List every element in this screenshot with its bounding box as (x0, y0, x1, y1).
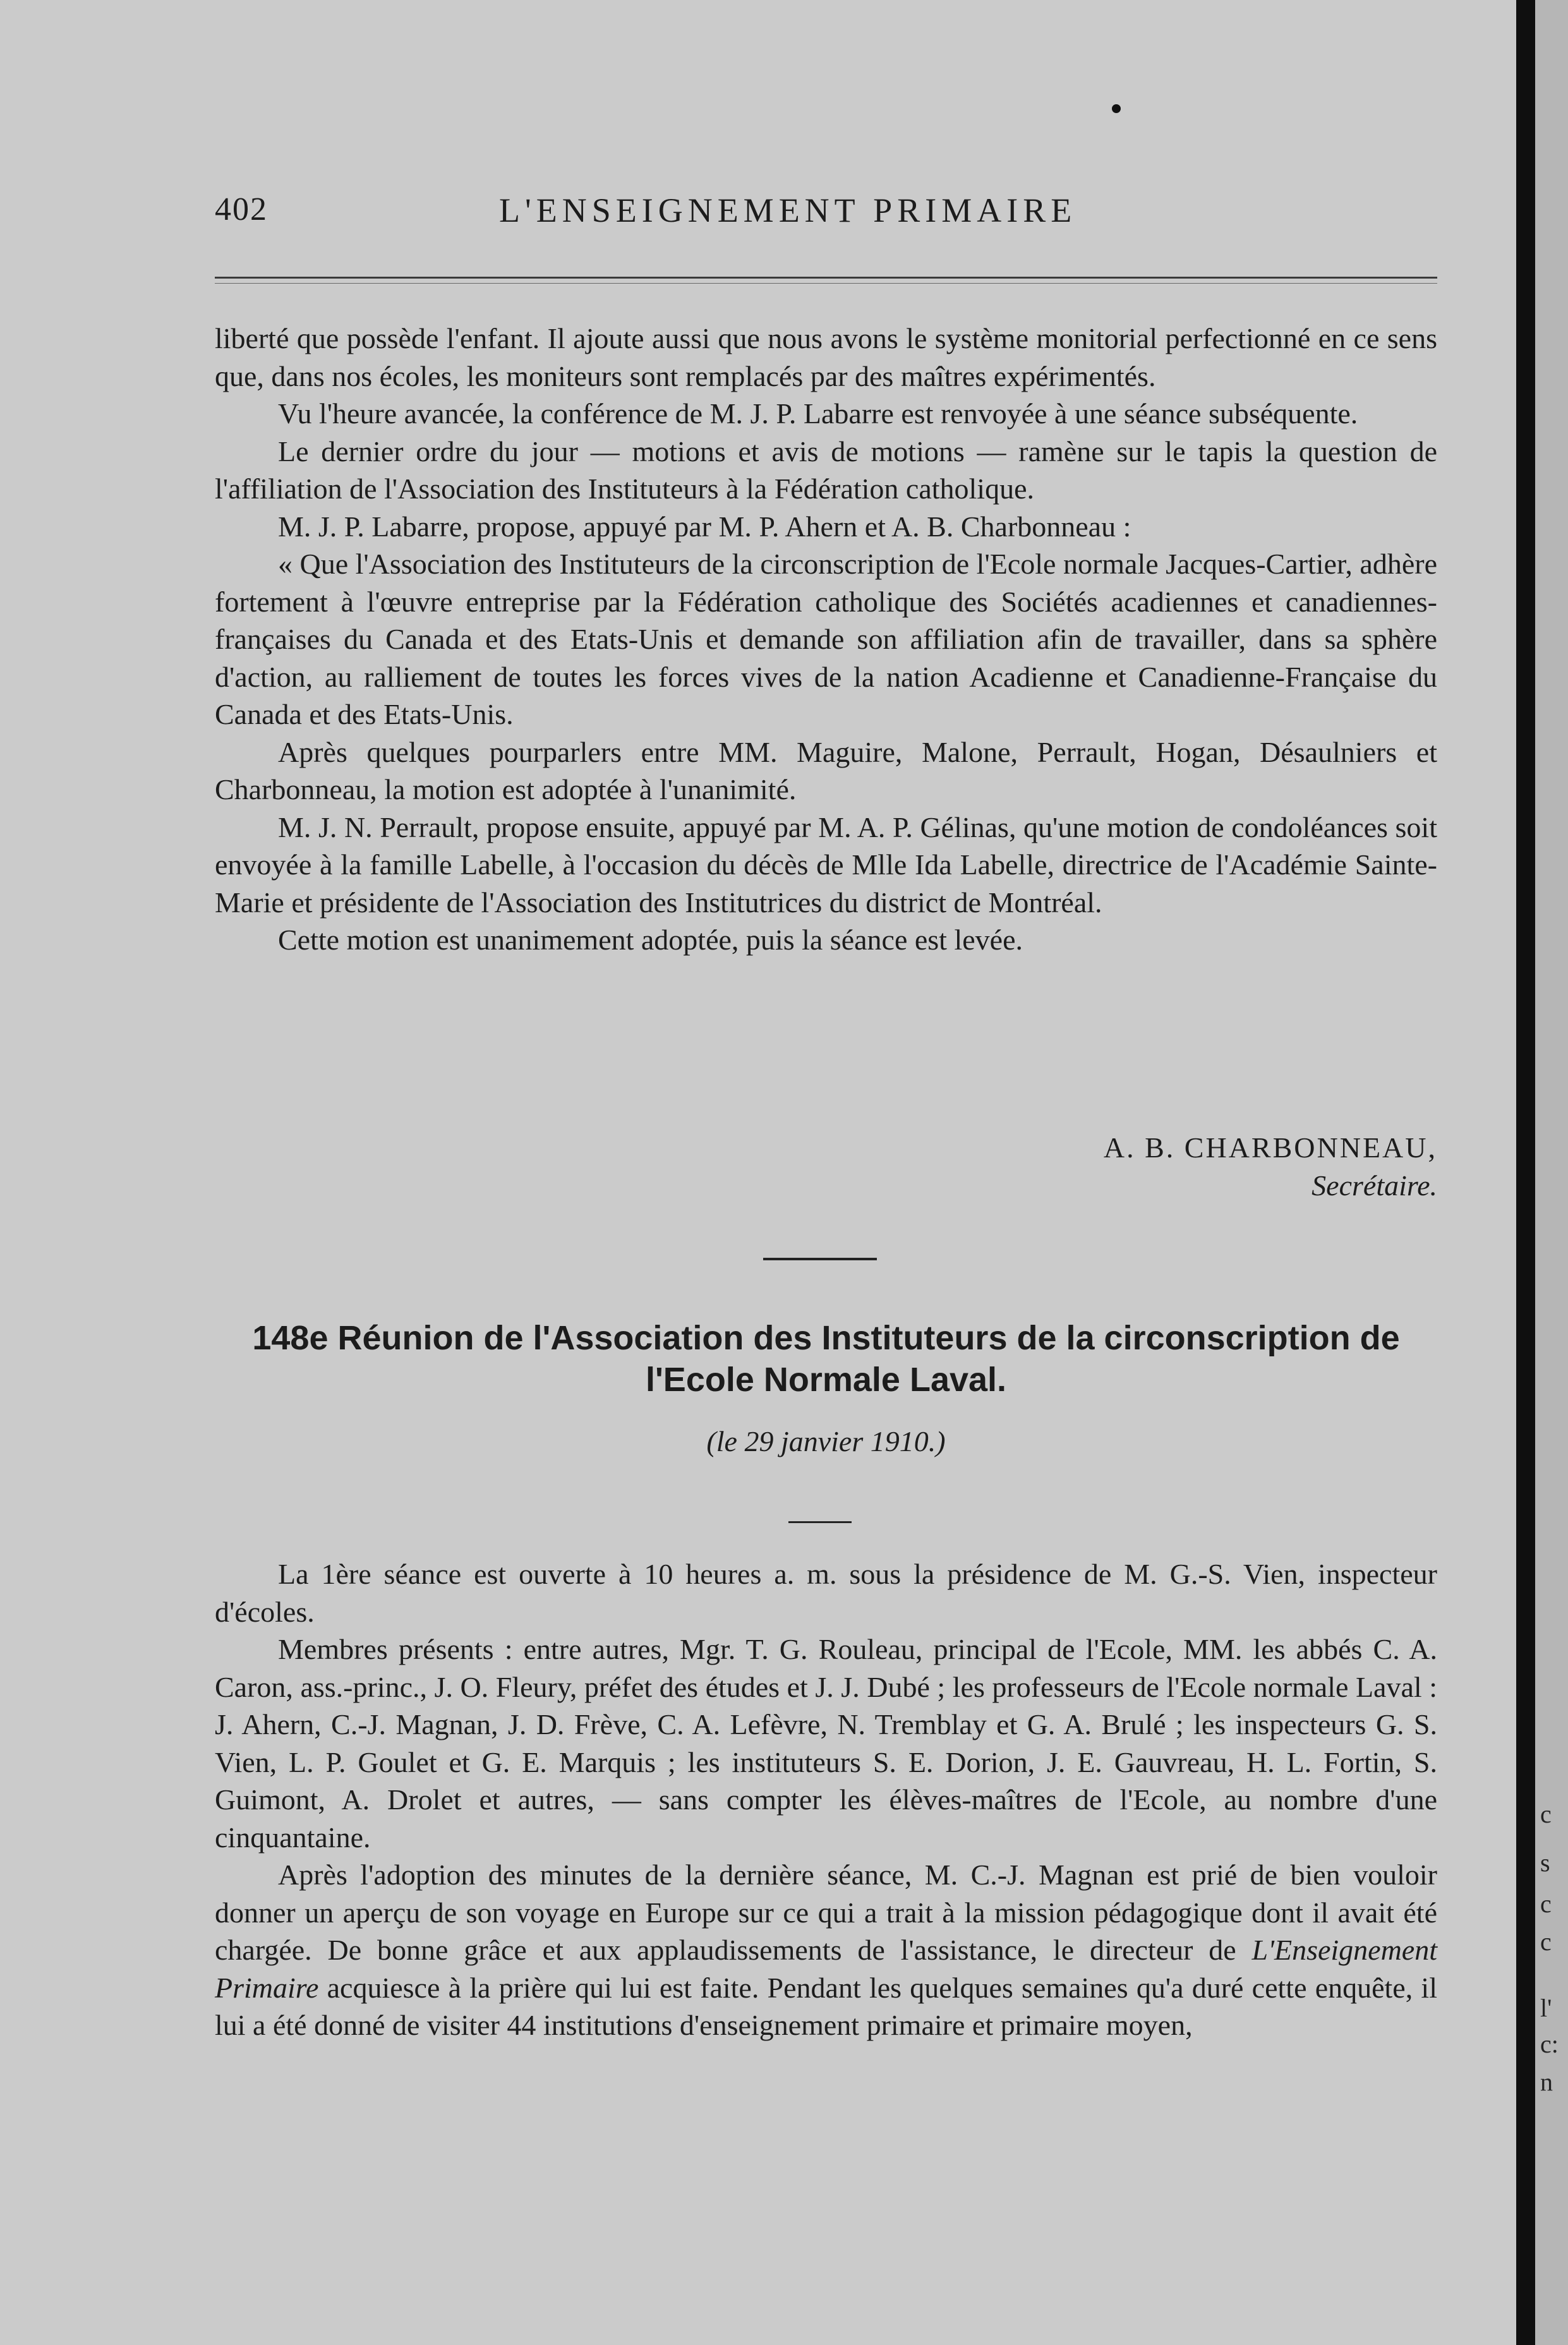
paragraph-text: Après l'adoption des minutes de la dernière séance, M. C.-J. Magnan est prié de bien vouloir donner un aperçu de son voyage en Europe sur ce qui a trait à la mission pédagogique dont il avait été chargée. De bonne grâce et aux applaudissements de l'assistance, le directeur de (215, 1859, 1437, 1966)
paragraph: Après quelques pourparlers entre MM. Maguire, Malone, Perrault, Hogan, Désaulniers et Charbonneau, la motion est adoptée à l'unanimité. (215, 735, 1437, 805)
signature-role: Secrétaire. (1312, 1169, 1437, 1202)
adjacent-fragment: c: (1540, 2030, 1559, 2058)
section-date (215, 1425, 1437, 1458)
paragraph: liberté que possède l'enfant. Il ajoute aussi que nous avons le système monitorial perfectionné en ce sens que, dans nos écoles, les moniteurs sont remplacés par des maîtres expérimentés. (215, 322, 1437, 392)
journal-title: L'ENSEIGNEMENT PRIMAIRE (499, 191, 1077, 229)
section-heading: 148e Réunion de l'Association des Instituteurs de la circonscription de l'Ecole Normale Laval. (252, 1319, 1400, 1399)
book-gutter (1516, 0, 1535, 2345)
section-divider (763, 1258, 877, 1260)
adjacent-fragment: l' (1540, 1994, 1552, 2022)
paragraph: Le dernier ordre du jour — motions et avis de motions — ramène sur le tapis la question de l'affiliation de l'Association des Instituteurs à la Fédération catholique. (215, 435, 1437, 505)
paragraph: Cette motion est unanimement adoptée, puis la séance est levée. (278, 924, 1023, 956)
previous-minutes (215, 320, 1437, 959)
running-head (0, 191, 1516, 235)
paragraph: M. J. N. Perrault, propose ensuite, appuyé par M. A. P. Gélinas, qu'une motion de condoléances soit envoyée à la famille Labelle, à l'occasion du décès de Mlle Ida Labelle, directrice de l'Académie Sainte-Marie et présidente de l'Association des Institutrices du district de Montréal. (215, 811, 1437, 919)
paragraph: Vu l'heure avancée, la conférence de M. J. P. Labarre est renvoyée à une séance subséquente. (278, 397, 1358, 430)
adjacent-fragment: c (1540, 1890, 1552, 1918)
motion-text: « Que l'Association des Instituteurs de la circonscription de l'Ecole normale Jacques-Cartier, adhère fortement à l'œuvre entreprise par la Fédération catholique des Sociétés acadiennes et canadiennes-françaises du Canada et des Etats-Unis et demande son affiliation afin de travailler, dans sa sphère d'action, au ralliement de toutes les forces vives de la nation Acadienne et Canadienne-Française du Canada et des Etats-Unis. (215, 548, 1437, 730)
adjacent-fragment: s (1540, 1848, 1550, 1877)
page-number: 402 (215, 191, 268, 227)
heading-divider (788, 1521, 852, 1523)
header-rule (215, 277, 1437, 279)
paragraph: M. J. P. Labarre, propose, appuyé par M. P. Ahern et A. B. Charbonneau : (278, 510, 1131, 543)
paragraph: Membres présents : entre autres, Mgr. T. G. Rouleau, principal de l'Ecole, MM. les abbés C. A. Caron, ass.-princ., J. O. Fleury, préfet des études et J. J. Dubé ; les professeurs de l'Ecole normale Laval : J. Ahern, C.-J. Magnan, J. D. Frève, C. A. Lefèvre, N. Tremblay et G. A. Brulé ; les inspecteurs G. S. Vien, L. P. Goulet et G. E. Marquis ; les instituteurs S. E. Dorion, J. E. Gauvreau, H. L. Fortin, S. Guimont, A. Drolet et autres, — sans compter les élèves-maîtres de l'Ecole, au nombre d'une cinquantaine. (215, 1633, 1437, 1854)
ink-dot (1112, 104, 1121, 113)
paragraph (215, 1856, 1437, 2044)
date-text: (le 29 janvier 1910.) (706, 1425, 946, 1457)
adjacent-fragment: c (1540, 1927, 1552, 1956)
adjacent-fragment: c (1540, 1800, 1552, 1828)
paragraph-text: acquiesce à la prière qui lui est faite. Pendant les quelques semaines qu'a duré cette enquête, il lui a été donné de visiter 44 institutions d'enseignement primaire et primaire moyen, (215, 1971, 1437, 2041)
new-section-body (215, 1555, 1437, 2044)
header-rule-thin (215, 283, 1437, 284)
journal-title-reference: L'Enseignement Primaire (215, 1934, 1437, 2004)
adjacent-page-edge (1535, 0, 1568, 2345)
paragraph: La 1ère séance est ouverte à 10 heures a. m. sous la présidence de M. G.-S. Vien, inspecteur d'écoles. (215, 1558, 1437, 1628)
adjacent-fragment: n (1540, 2068, 1553, 2096)
signature-name: A. B. CHARBONNEAU, (1103, 1131, 1437, 1164)
